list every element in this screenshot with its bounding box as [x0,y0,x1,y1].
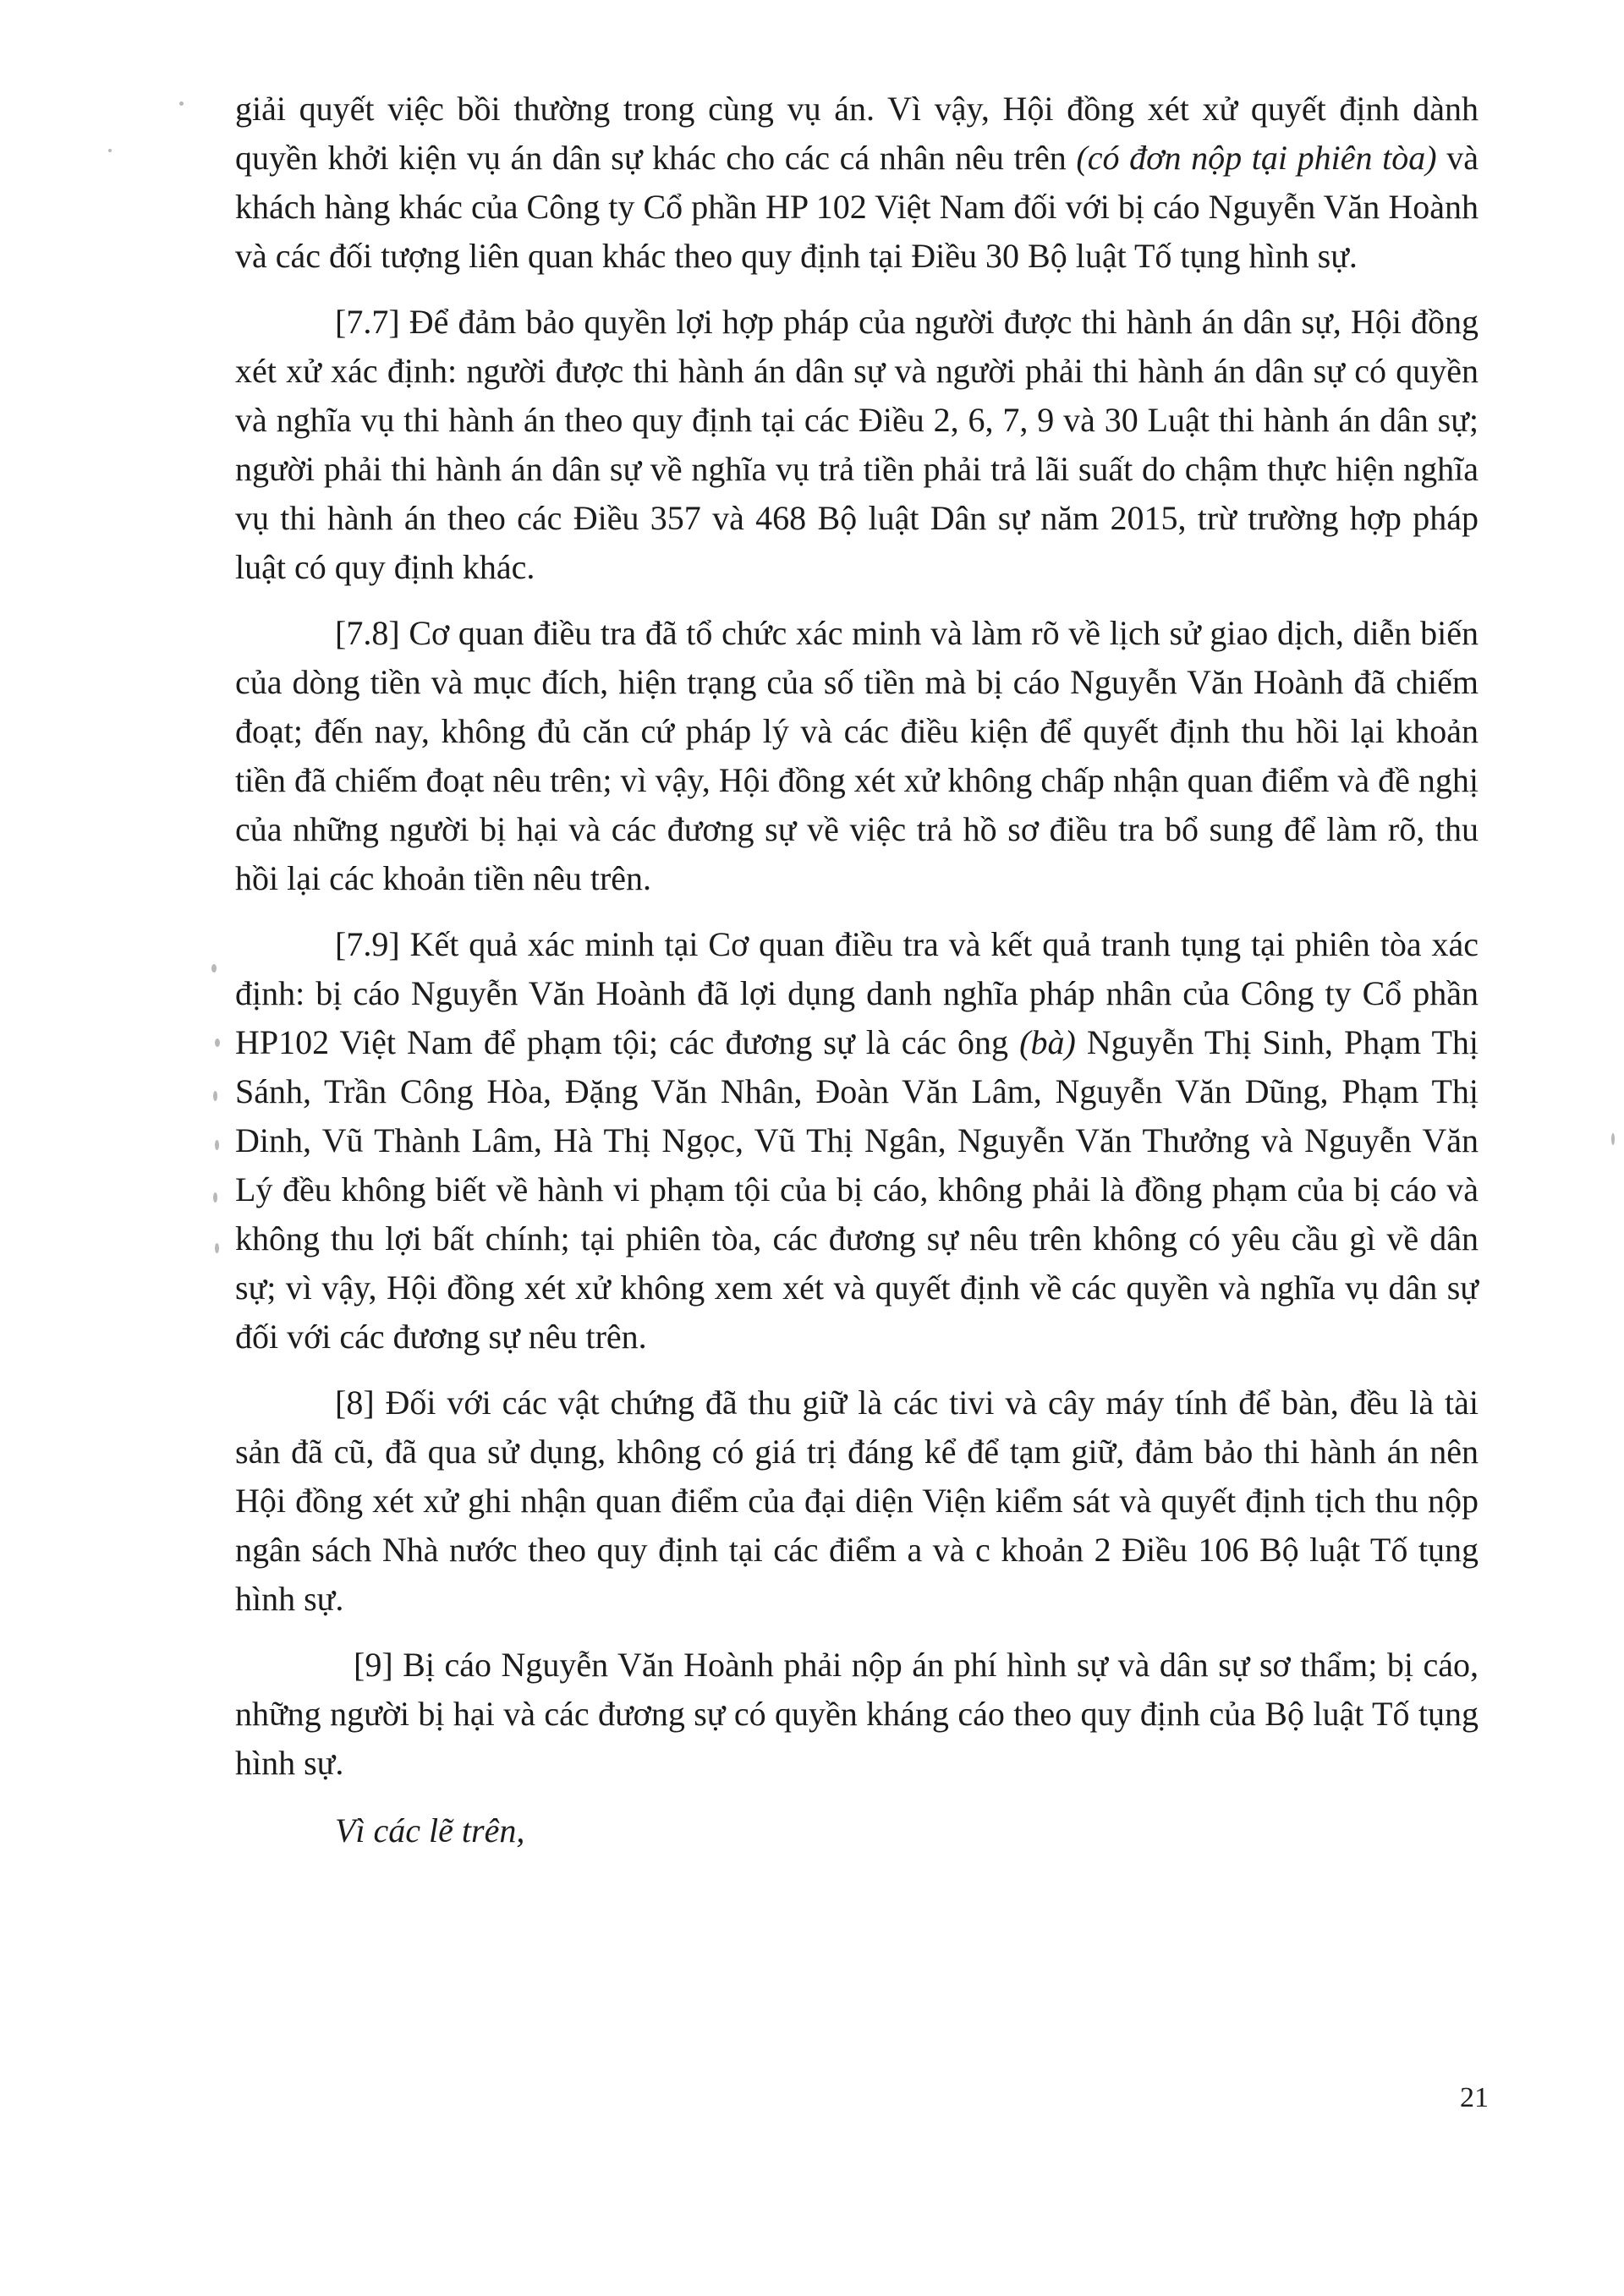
paragraph-9: [9] Bị cáo Nguyễn Văn Hoành phải nộp án phí hình sự và dân sự sơ thẩm; bị cáo, những người bị hại và các đương sự có quyền kháng cáo theo quy định của Bộ luật Tố tụng hình sự. [235,1646,1479,1782]
scan-speck [215,1038,220,1047]
scan-speck [1611,1133,1615,1145]
scan-speck [211,964,217,973]
italic-note: (có đơn nộp tại phiên tòa) [1076,139,1437,177]
scan-speck [213,1091,217,1101]
scan-speck [215,1243,219,1253]
paragraph-8: [8] Đối với các vật chứng đã thu giữ là các tivi và cây máy tính để bàn, đều là tài sản đã cũ, đã qua sử dụng, không có giá trị đáng kể để tạm giữ, đảm bảo thi hành án nên Hội đồng xét xử ghi nhận quan điểm của đại diện Viện kiểm sát và quyết định tịch thu nộp ngân sách Nhà nước theo quy định tại các điểm a và c khoản 2 Điều 106 Bộ luật Tố tụng hình sự. [235,1384,1479,1618]
document-body [235,85,1479,1872]
italic-note: (bà) [1019,1023,1076,1061]
scan-speck [179,101,184,106]
scan-speck [108,149,112,152]
paragraph-7-8: [7.8] Cơ quan điều tra đã tổ chức xác minh và làm rõ về lịch sử giao dịch, diễn biến của dòng tiền và mục đích, hiện trạng của số tiền mà bị cáo Nguyễn Văn Hoành đã chiếm đoạt; đến nay, không đủ căn cứ pháp lý và các điều kiện để quyết định thu hồi lại khoản tiền đã chiếm đoạt nêu trên; vì vậy, Hội đồng xét xử không chấp nhận quan điểm và đề nghị của những người bị hại và các đương sự về việc trả hồ sơ điều tra bổ sung để làm rõ, thu hồi lại các khoản tiền nêu trên. [235,614,1479,897]
scan-speck [213,1192,217,1203]
closing-phrase: Vì các lẽ trên, [335,1811,525,1849]
page-number: 21 [1460,2082,1489,2113]
paragraph-continuation: giải quyết việc bồi thường trong cùng vụ án. Vì vậy, Hội đồng xét xử quyết định dành quyền khởi kiện vụ án dân sự khác cho các cá nhân nêu trên (có đơn nộp tại phiên tòa) và khách hàng khác của Công ty Cổ phần HP 102 Việt Nam đối với bị cáo Nguyễn Văn Hoành và các đối tượng liên quan khác theo quy định tại Điều 30 Bộ luật Tố tụng hình sự. [235,90,1479,275]
scan-speck [215,1140,219,1150]
paragraph-7-7: [7.7] Để đảm bảo quyền lợi hợp pháp của người được thi hành án dân sự, Hội đồng xét xử xác định: người được thi hành án dân sự và người phải thi hành án dân sự có quyền và nghĩa vụ thi hành án theo quy định tại các Điều 2, 6, 7, 9 và 30 Luật thi hành án dân sự; người phải thi hành án dân sự về nghĩa vụ trả tiền phải trả lãi suất do chậm thực hiện nghĩa vụ thi hành án theo các Điều 357 và 468 Bộ luật Dân sự năm 2015, trừ trường hợp pháp luật có quy định khác. [235,303,1479,586]
paragraph-7-9: [7.9] Kết quả xác minh tại Cơ quan điều tra và kết quả tranh tụng tại phiên tòa xác định: bị cáo Nguyễn Văn Hoành đã lợi dụng danh nghĩa pháp nhân của Công ty Cổ phần HP102 Việt Nam để phạm tội; các đương sự là các ông (bà) Nguyễn Thị Sinh, Phạm Thị Sánh, Trần Công Hòa, Đặng Văn Nhân, Đoàn Văn Lâm, Nguyễn Văn Dũng, Phạm Thị Dinh, Vũ Thành Lâm, Hà Thị Ngọc, Vũ Thị Ngân, Nguyễn Văn Thưởng và Nguyễn Văn Lý đều không biết về hành vi phạm tội của bị cáo, không phải là đồng phạm của bị cáo và không thu lợi bất chính; tại phiên tòa, các đương sự nêu trên không có yêu cầu gì về dân sự; vì vậy, Hội đồng xét xử không xem xét và quyết định về các quyền và nghĩa vụ dân sự đối với các đương sự nêu trên. [235,925,1479,1356]
